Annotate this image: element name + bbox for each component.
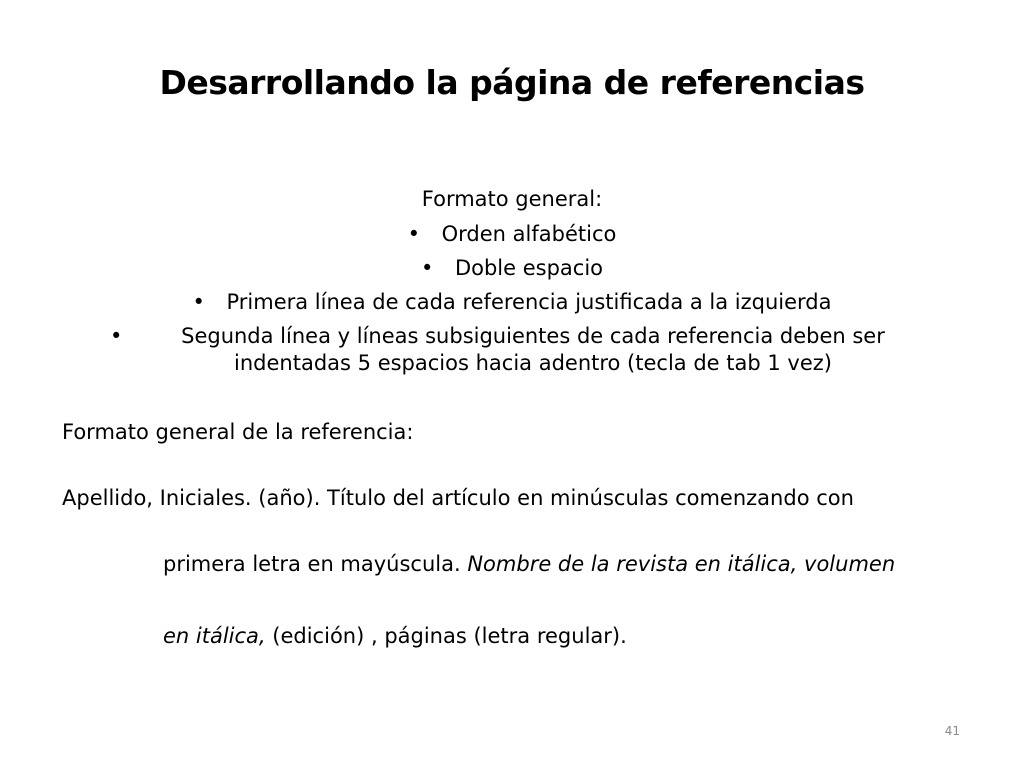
bullet-icon: •: [420, 256, 434, 280]
bullet-icon: •: [110, 324, 123, 348]
slide-title: Desarrollando la página de referencias: [159, 63, 865, 102]
bullet-text: Doble espacio: [454, 256, 604, 280]
reference-format-heading: Formato general de la referencia:: [62, 420, 414, 444]
bullet-item: [0, 255, 1024, 281]
reference-line-2: [163, 550, 895, 578]
page-number: 41: [944, 724, 960, 738]
reference-line-3-regular: (edición) , páginas (letra regular).: [265, 624, 627, 648]
reference-line-3-italic: en itálica,: [163, 624, 266, 648]
reference-line-3: [163, 622, 627, 650]
reference-line-1: Apellido, Iniciales. (año). Título del artículo en minúsculas comenzando con: [62, 486, 854, 510]
general-format-heading: Formato general:: [421, 187, 603, 211]
bullet-text: Primera línea de cada referencia justificada a la izquierda: [226, 290, 832, 314]
reference-line-2-italic: Nombre de la revista en itálica, volumen: [467, 552, 896, 576]
bullet-text: Orden alfabético: [441, 222, 617, 246]
bullet-text: Segunda línea y líneas subsiguientes de cada referencia deben ser indentadas 5 espacios hacia adentro (tecla de tab 1 vez): [181, 324, 885, 375]
bullet-item: [0, 221, 1024, 247]
bullet-icon: •: [407, 222, 421, 246]
bullet-icon: •: [192, 290, 205, 314]
bullet-item: [110, 323, 920, 377]
reference-line-2-regular: primera letra en mayúscula.: [163, 552, 468, 576]
bullet-item: [0, 289, 1024, 315]
